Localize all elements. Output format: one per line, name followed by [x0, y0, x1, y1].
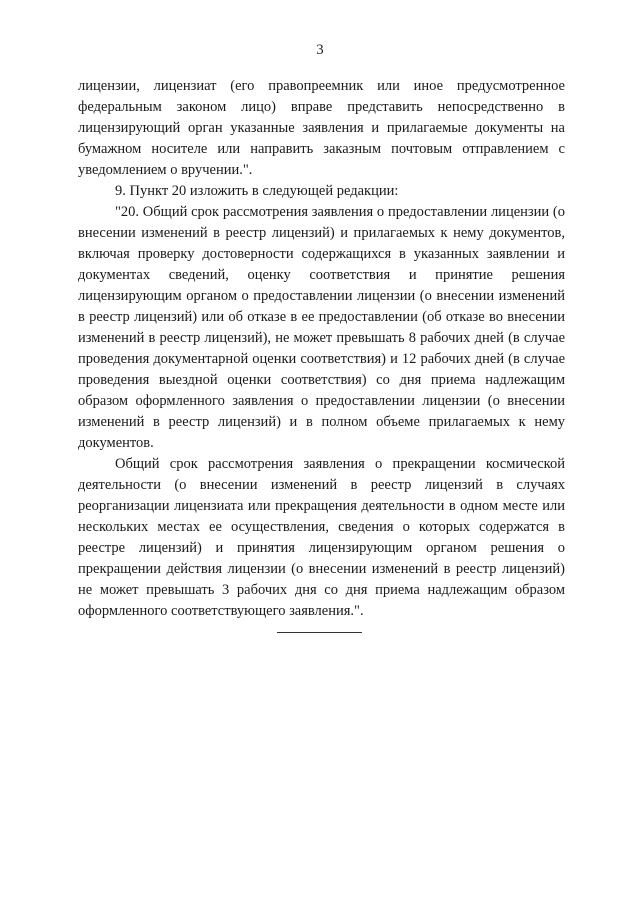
paragraph-continuation: лицензии, лицензиат (его правопреемник или иное предусмотренное федеральным законом лицо) вправе представить непосредственно в лицензирующий орган указанные заявления и прилагаемые документы на бумажном носителе или направить заказным почтовым отправлением с уведомлением о вручении.".: [78, 78, 565, 178]
page-number: 3: [316, 42, 324, 58]
end-of-text-rule: [277, 632, 362, 633]
paragraph-item-9: 9. Пункт 20 изложить в следующей редакции:: [115, 183, 399, 199]
document-body: [78, 76, 565, 622]
paragraph-clause-20: "20. Общий срок рассмотрения заявления о предоставлении лицензии (о внесении изменений в реестр лицензий) и прилагаемых к нему документов, включая проверку достоверности содержащихся в указанных заявлении и документах сведений, оценку соответствия и принятие решения лицензирующим органом о предоставлении лицензии (о внесении изменений в реестр лицензий) или об отказе в ее предоставлении (об отказе во внесении изменений в реестр лицензий), не может превышать 8 рабочих дней (в случае проведения документарной оценки соответствия) и 12 рабочих дней (в случае проведения выездной оценки соответствия) со дня приема надлежащим образом оформленного заявления о предоставлении лицензии (о внесении изменений в реестр лицензий) и в полном объеме прилагаемых к нему документов.: [78, 204, 565, 451]
paragraph-termination-term: Общий срок рассмотрения заявления о прекращении космической деятельности (о внесении изменений в реестр лицензий в случаях реорганизации лицензиата или прекращения деятельности в одном месте или нескольких местах ее осуществления, сведения о которых содержатся в реестре лицензий) и принятия лицензирующим органом решения о прекращении действия лицензии (о внесении изменений в реестр лицензий) не может превышать 3 рабочих дня со дня приема надлежащим образом оформленного соответствующего заявления.".: [78, 456, 565, 619]
